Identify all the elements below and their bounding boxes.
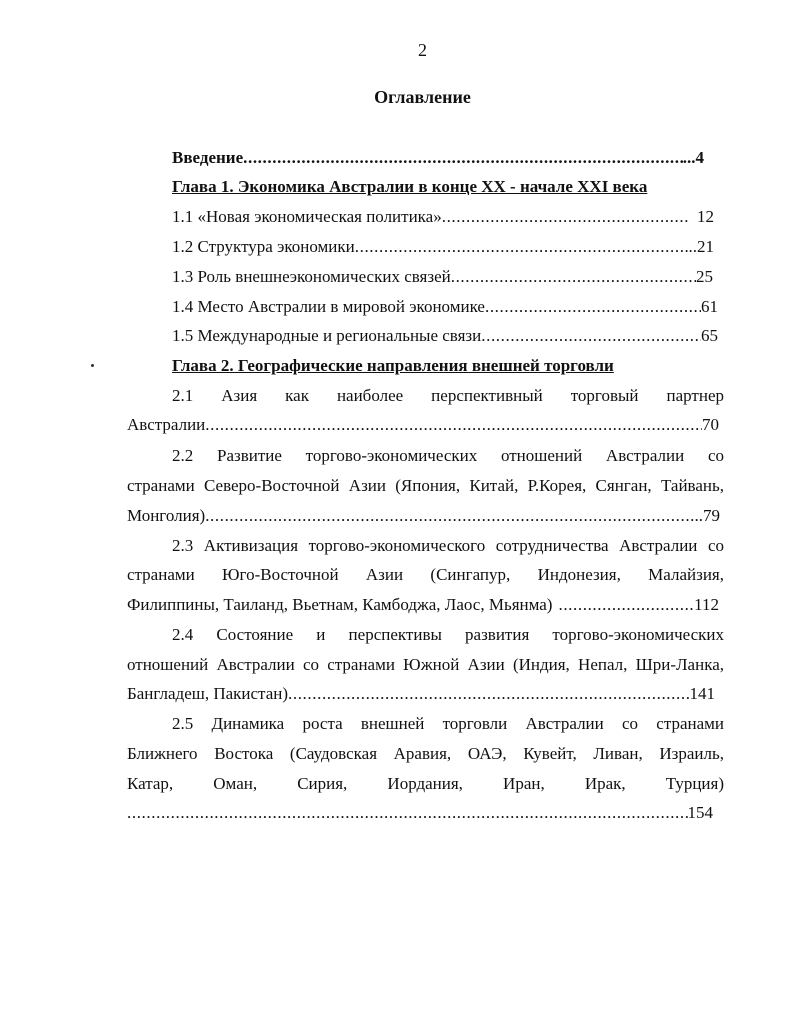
toc-label: Бангладеш, Пакистан) — [127, 684, 288, 703]
toc-label: 1.3 Роль внешнеэкономических связей — [172, 267, 451, 286]
toc-leader — [127, 802, 688, 824]
toc-page: 70 — [702, 415, 719, 434]
toc-entry-2-2-last[interactable] — [127, 505, 720, 527]
toc-leader — [243, 147, 683, 169]
toc-entry-2-4-last[interactable] — [127, 683, 715, 705]
toc-page: 154 — [687, 803, 713, 822]
toc-entry-2-5-line2[interactable]: Ближнего Востока (Саудовская Аравия, ОАЭ, Кувейт, Ливан, Израиль, — [127, 744, 724, 763]
toc-entry-1-1[interactable] — [172, 206, 714, 228]
toc-entry-1-2[interactable] — [172, 236, 714, 258]
toc-leader — [205, 414, 702, 436]
toc-label: Введение — [172, 148, 244, 167]
toc-page: ..79 — [694, 506, 720, 525]
toc-label: Австралии — [127, 415, 206, 434]
speck-mark — [91, 364, 94, 367]
toc-entry-2-1-last[interactable] — [127, 414, 719, 436]
toc-label: Монголия) — [127, 506, 206, 525]
toc-leader — [451, 266, 696, 288]
toc-label: 1.5 Международные и региональные связи — [172, 326, 482, 345]
toc-page: 12 — [688, 207, 714, 226]
toc-entry-2-3-last[interactable] — [127, 594, 719, 616]
toc-label: Филиппины, Таиланд, Вьетнам, Камбоджа, Лаос, Мьянма) — [127, 595, 553, 614]
toc-label: 1.4 Место Австралии в мировой экономике — [172, 297, 485, 316]
toc-page: 65 — [701, 326, 718, 345]
toc-page: 112 — [694, 595, 719, 614]
toc-leader — [485, 296, 701, 318]
toc-leader — [558, 594, 694, 616]
toc-entry-1-3[interactable] — [172, 266, 713, 288]
toc-page: ...4 — [682, 148, 704, 167]
toc-label: 1.1 «Новая экономическая политика» — [172, 207, 442, 226]
toc-page: 61 — [701, 297, 718, 316]
toc-leader — [481, 325, 701, 347]
toc-leader — [288, 683, 690, 705]
toc-entry-2-5-line3[interactable]: Катар, Оман, Сирия, Иордания, Иран, Ирак, Турция) — [127, 774, 724, 793]
toc-entry-2-3-line1[interactable]: 2.3 Активизация торгово-экономического сотрудничества Австралии со — [172, 536, 724, 555]
toc-leader — [442, 206, 689, 228]
toc-chapter-1[interactable]: Глава 1. Экономика Австралии в конце XX - начале XXI века — [172, 177, 648, 196]
toc-entry-2-5-line1[interactable]: 2.5 Динамика роста внешней торговли Австралии со странами — [172, 714, 724, 733]
toc-entry-2-3-line2[interactable]: странами Юго-Восточной Азии (Сингапур, Индонезия, Малайзия, — [127, 565, 724, 584]
toc-entry-intro[interactable] — [172, 147, 704, 169]
toc-page: 141 — [689, 684, 715, 703]
toc-entry-1-4[interactable] — [172, 296, 718, 318]
toc-page: ..21 — [688, 237, 714, 256]
toc-entry-2-2-line1[interactable]: 2.2 Развитие торгово-экономических отношений Австралии со — [172, 446, 724, 465]
page-title: Оглавление — [374, 87, 471, 107]
page-number: 2 — [418, 40, 427, 60]
toc-entry-2-1-line1[interactable]: 2.1 Азия как наиболее перспективный торговый партнер — [172, 386, 724, 405]
toc-entry-2-4-line1[interactable]: 2.4 Состояние и перспективы развития торгово-экономических — [172, 625, 724, 644]
toc-page: 25 — [696, 267, 713, 286]
toc-leader — [205, 505, 694, 527]
toc-leader — [355, 236, 689, 258]
toc-entry-2-4-line2[interactable]: отношений Австралии со странами Южной Азии (Индия, Непал, Шри-Ланка, — [127, 655, 724, 674]
toc-entry-1-5[interactable] — [172, 325, 718, 347]
toc-entry-2-2-line2[interactable]: странами Северо-Восточной Азии (Япония, Китай, Р.Корея, Сянган, Тайвань, — [127, 476, 724, 495]
toc-chapter-2[interactable]: Глава 2. Географические направления внешней торговли — [172, 356, 614, 375]
toc-label: 1.2 Структура экономики — [172, 237, 355, 256]
toc-entry-2-5-last[interactable] — [127, 802, 713, 824]
